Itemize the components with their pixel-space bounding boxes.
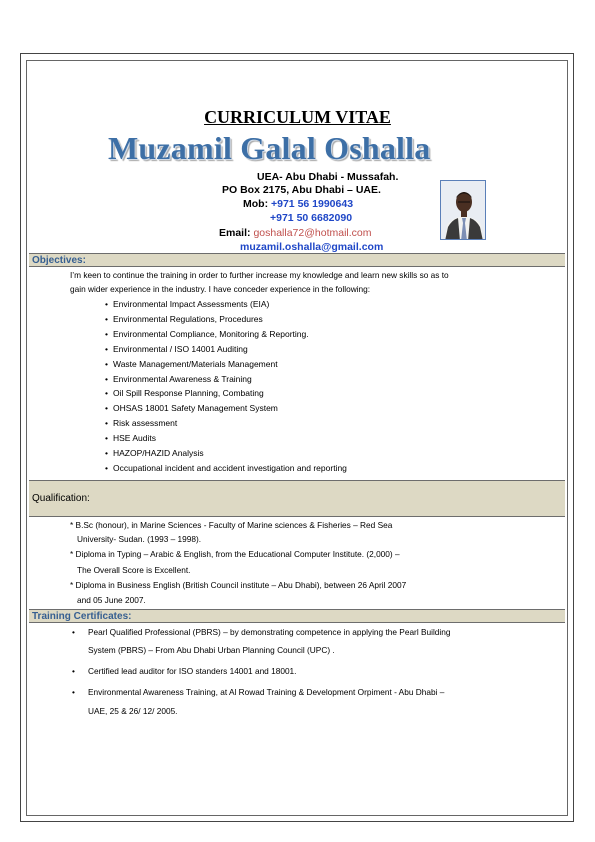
objective-item	[105, 448, 204, 458]
objective-item	[105, 299, 269, 309]
objective-item	[105, 433, 156, 443]
bullet-icon: •	[105, 343, 108, 354]
objective-item	[105, 359, 278, 369]
bullet-icon: •	[105, 388, 108, 399]
qualification-line: and 05 June 2007.	[77, 595, 146, 605]
objective-item-text: Waste Management/Materials Management	[113, 358, 278, 369]
qualification-line: The Overall Score is Excellent.	[77, 565, 191, 575]
objectives-intro-line-2: gain wider experience in the industry. I have conceder experience in the following:	[70, 284, 371, 294]
phone-2[interactable]: +971 50 6682090	[270, 212, 353, 224]
training-heading: Training Certificates:	[32, 611, 132, 622]
objective-item	[105, 463, 347, 473]
objectives-section-bar	[29, 253, 565, 267]
training-section-bar	[29, 609, 565, 623]
objective-item	[105, 374, 252, 384]
objective-item-text: Environmental / ISO 14001 Auditing	[113, 343, 248, 354]
training-line: Certified lead auditor for ISO standers 14001 and 18001.	[88, 666, 297, 676]
email-2[interactable]: muzamil.oshalla@gmail.com	[240, 241, 384, 253]
mobile-line	[243, 198, 353, 210]
training-bullet: •	[72, 687, 75, 697]
candidate-name: Muzamil Galal Oshalla	[108, 130, 431, 166]
objective-item	[105, 388, 264, 398]
email-label: Email:	[219, 227, 251, 239]
qualification-heading: Qualification:	[32, 493, 90, 504]
phone-1[interactable]: +971 56 1990643	[271, 198, 354, 210]
objective-item	[105, 418, 177, 428]
objective-item	[105, 329, 309, 339]
bullet-icon: •	[105, 418, 108, 429]
objective-item-text: HAZOP/HAZID Analysis	[113, 448, 204, 458]
training-line: System (PBRS) – From Abu Dhabi Urban Planning Council (UPC) .	[88, 645, 335, 655]
qualification-line: * Diploma in Business English (British Council institute – Abu Dhabi), between 26 April 2007	[70, 580, 407, 590]
qualification-line: University- Sudan. (1993 – 1998).	[77, 534, 202, 544]
objective-item-text: HSE Audits	[113, 433, 156, 444]
objective-item-text: Environmental Awareness & Training	[113, 373, 252, 384]
objectives-heading: Objectives:	[32, 255, 86, 266]
qualification-line: * Diploma in Typing – Arabic & English, from the Educational Computer Institute. (2,000) –	[70, 549, 400, 559]
address-line-2: PO Box 2175, Abu Dhabi – UAE.	[222, 184, 381, 196]
bullet-icon: •	[105, 448, 108, 458]
objective-item-text: Environmental Regulations, Procedures	[113, 313, 263, 324]
objective-item	[105, 314, 263, 324]
objective-item-text: Occupational incident and accident investigation and reporting	[113, 462, 347, 473]
objective-item	[105, 344, 248, 354]
training-line: Pearl Qualified Professional (PBRS) – by demonstrating competence in applying the Pearl Building	[88, 627, 451, 637]
training-line: Environmental Awareness Training, at Al Rowad Training & Development Orpiment - Abu Dhabi –	[88, 687, 445, 697]
email-line	[219, 227, 372, 239]
bullet-icon: •	[105, 433, 108, 444]
bullet-icon: •	[105, 403, 108, 414]
training-bullet: •	[72, 666, 75, 676]
objective-item-text: Environmental Compliance, Monitoring & Reporting.	[113, 328, 309, 339]
cv-title: CURRICULUM VITAE	[204, 107, 391, 127]
qualification-line: * B.Sc (honour), in Marine Sciences - Faculty of Marine sciences & Fisheries – Red Sea	[70, 520, 393, 530]
training-bullet: •	[72, 627, 75, 637]
profile-photo	[440, 180, 486, 240]
bullet-icon: •	[105, 373, 108, 384]
objective-item-text: Environmental Impact Assessments (EIA)	[113, 299, 270, 309]
qualification-section-bar	[29, 480, 565, 517]
objectives-intro-line-1: I’m keen to continue the training in order to further increase my knowledge and learn new skills so as to	[70, 270, 449, 280]
address-line-1: UEA- Abu Dhabi - Mussafah.	[257, 171, 399, 183]
bullet-icon: •	[105, 462, 108, 473]
bullet-icon: •	[105, 313, 108, 324]
training-line: UAE, 25 & 26/ 12/ 2005.	[88, 706, 178, 716]
objective-item-text: Risk assessment	[113, 418, 178, 429]
objective-item-text: OHSAS 18001 Safety Management System	[113, 403, 278, 414]
objective-item	[105, 403, 278, 413]
mobile-label: Mob:	[243, 198, 269, 210]
bullet-icon: •	[105, 358, 108, 369]
email-1[interactable]: goshalla72@hotmail.com	[253, 227, 372, 239]
bullet-icon: •	[105, 299, 108, 309]
objective-item-text: Oil Spill Response Planning, Combating	[113, 388, 264, 399]
bullet-icon: •	[105, 328, 108, 339]
